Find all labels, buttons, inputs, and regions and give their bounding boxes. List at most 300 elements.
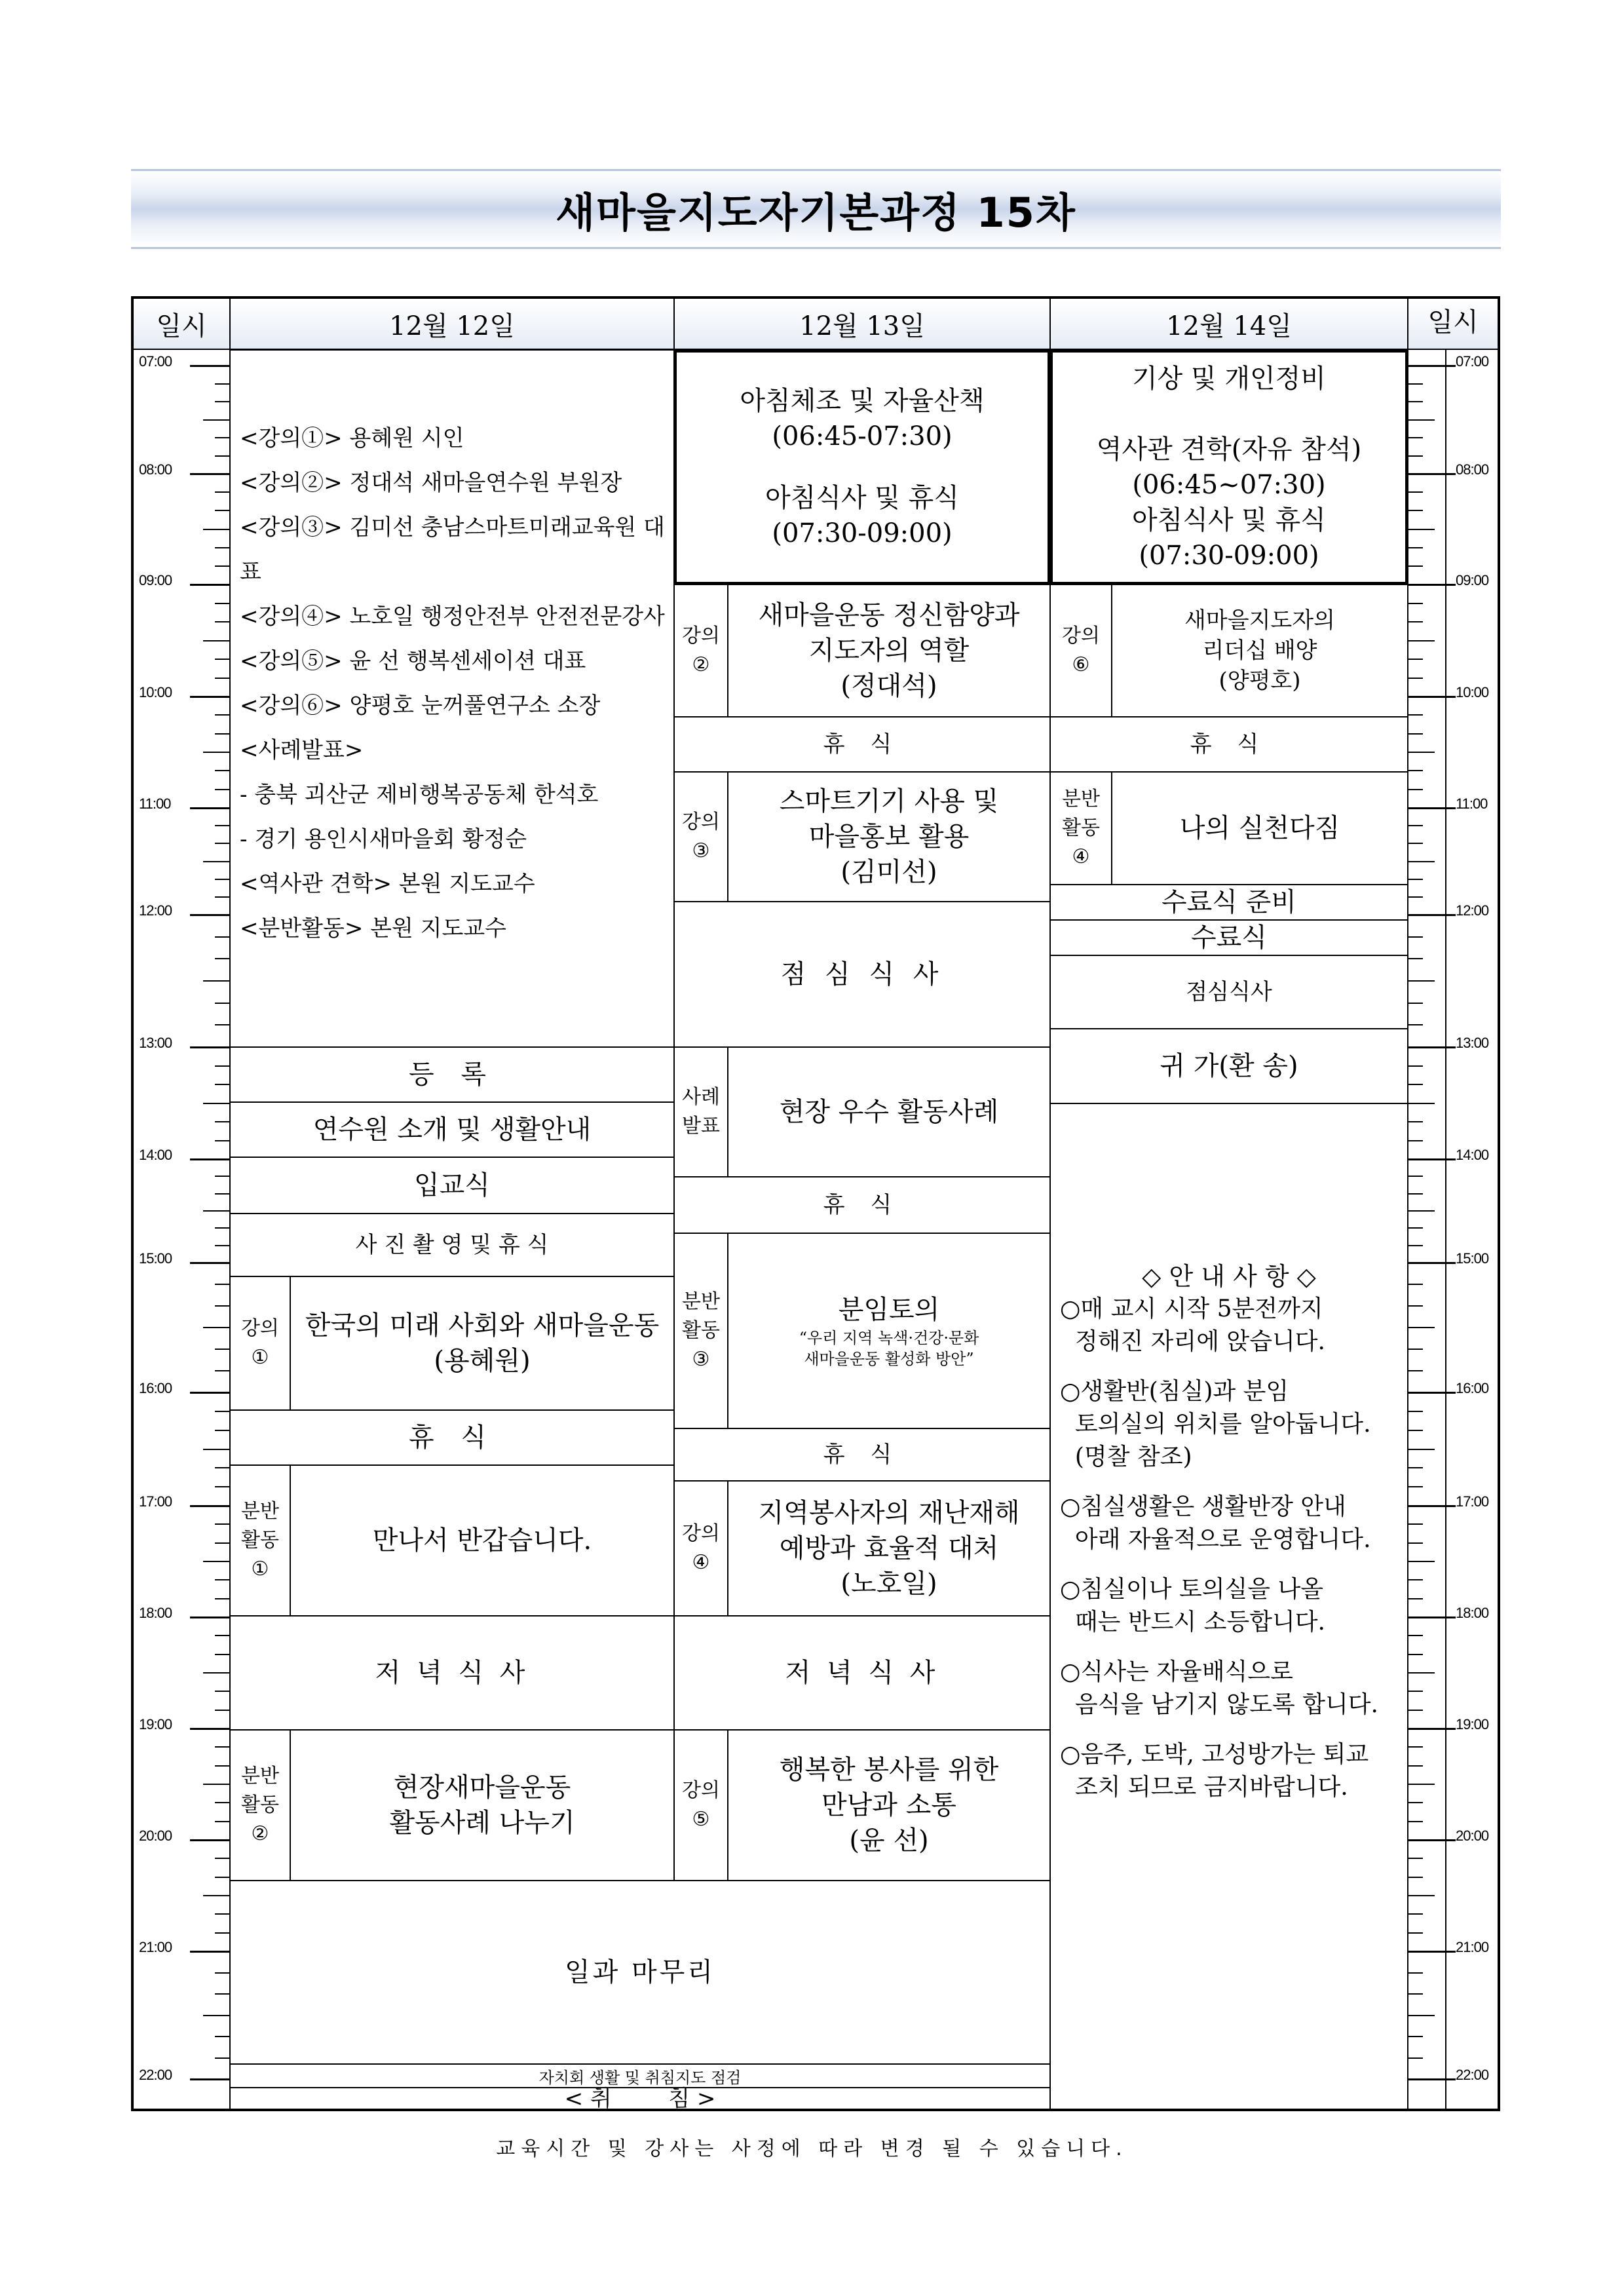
minor-tick (215, 455, 229, 457)
tag-text: 강의 (682, 1522, 720, 1545)
minor-tick (1408, 678, 1423, 679)
minor-tick (215, 1993, 229, 1995)
hour-tick (190, 1158, 229, 1160)
header-day2: 12월 13일 (673, 297, 1051, 350)
minor-tick (203, 1449, 229, 1450)
header-day3: 12월 14일 (1049, 297, 1408, 350)
notice-item (1060, 1656, 1407, 1721)
minor-tick (1408, 437, 1423, 438)
hour-tick (190, 1951, 229, 1953)
notice-item (1060, 1375, 1407, 1474)
time-label: 21:00 (139, 1939, 172, 1955)
session-title: 아침식사 및 휴식 (1132, 505, 1326, 535)
tag-number: ① (251, 1558, 269, 1580)
time-label: 18:00 (139, 1605, 172, 1621)
minor-tick (1408, 510, 1423, 511)
tag-text: 강의 (241, 1317, 279, 1340)
day1-photo: 사 진 촬 영 및 휴 식 (229, 1213, 675, 1277)
tag-number: ③ (692, 1348, 710, 1371)
time-label: 08:00 (1456, 461, 1489, 478)
session-time: (06:45-07:30) (772, 421, 953, 451)
session-title: 지도자의 역할 (808, 636, 970, 666)
session-title: 아침식사 및 휴식 (765, 483, 959, 513)
minor-tick (1408, 896, 1423, 898)
minor-tick (215, 1598, 229, 1599)
tag-number: ③ (692, 839, 710, 862)
minor-tick (1408, 2036, 1423, 2037)
lecturer-item: <강의②> 정대석 새마을연수원 부원장 (240, 470, 622, 496)
day1-lec1 (290, 1276, 675, 1411)
minor-tick (203, 1561, 229, 1562)
minor-tick (215, 1430, 229, 1431)
day1-dinner: 저 녁 식 사 (229, 1615, 675, 1731)
session-speaker: (용혜원) (434, 1346, 531, 1376)
minor-tick (203, 980, 229, 982)
minor-tick (215, 936, 229, 938)
time-label: 19:00 (139, 1716, 172, 1732)
day1-break: 휴 식 (229, 1409, 675, 1466)
session-title: 예방과 효율적 대처 (779, 1533, 999, 1563)
day3-group4-tag (1049, 771, 1112, 885)
time-label: 13:00 (1456, 1035, 1489, 1051)
minor-tick (203, 1210, 229, 1212)
minor-tick (215, 1858, 229, 1859)
minor-tick (1408, 958, 1423, 959)
minor-tick (1408, 1486, 1423, 1487)
tag-number: ④ (1072, 845, 1090, 868)
day1-lec1-tag (229, 1276, 291, 1411)
minor-tick (215, 437, 229, 438)
minor-tick (215, 1877, 229, 1878)
day2-lec5-tag (673, 1729, 728, 1881)
tag-text: 분반 (241, 1500, 279, 1523)
minor-tick (1408, 1913, 1423, 1915)
lecturer-item: - 경기 용인시새마을회 황정순 (240, 826, 527, 852)
time-label: 17:00 (1456, 1493, 1489, 1510)
lecturer-item: <강의④> 노호일 행정안전부 안전전문강사 (240, 603, 665, 630)
time-label: 09:00 (1456, 572, 1489, 588)
minor-tick (1408, 1193, 1423, 1195)
notice-line: ○매 교시 시작 5분전까지 (1060, 1295, 1323, 1322)
minor-tick (215, 1691, 229, 1692)
tag-text: 활동 (682, 1319, 720, 1342)
minor-tick (203, 1327, 229, 1328)
hour-tick (1408, 696, 1456, 698)
tag-number: ⑤ (692, 1808, 710, 1831)
minor-tick (1408, 1284, 1423, 1285)
tag-number: ① (251, 1346, 269, 1369)
day2-break3: 휴 식 (673, 1428, 1051, 1482)
minor-tick (1408, 1635, 1423, 1636)
time-label: 07:00 (139, 353, 172, 370)
minor-tick (215, 1140, 229, 1141)
minor-tick (1408, 1327, 1435, 1328)
hour-tick (190, 1046, 229, 1048)
notice-line: ○음주, 도박, 고성방가는 퇴교 (1060, 1741, 1369, 1768)
time-label: 14:00 (1456, 1147, 1489, 1163)
page-title: 새마을지도자기본과정 15차 (131, 169, 1501, 249)
hour-tick (1408, 473, 1456, 475)
hour-tick (190, 584, 229, 586)
tag-number: ⑥ (1072, 653, 1090, 676)
tag-text: 강의 (682, 624, 720, 647)
time-label: 11:00 (1456, 795, 1488, 812)
session-title: 리더십 배양 (1202, 638, 1317, 664)
minor-tick (215, 1349, 229, 1350)
minor-tick (1408, 1765, 1423, 1767)
minor-tick (1408, 1598, 1423, 1599)
minor-tick (215, 958, 229, 959)
minor-tick (1408, 1672, 1435, 1674)
minor-tick (1408, 1746, 1423, 1748)
session-time: (07:30-09:00) (1139, 541, 1319, 571)
minor-tick (215, 714, 229, 716)
minor-tick (215, 825, 229, 826)
minor-tick (1408, 1542, 1423, 1544)
tag-number: ④ (692, 1551, 710, 1574)
minor-tick (215, 2036, 229, 2037)
minor-tick (1408, 603, 1423, 604)
day2-lunch: 점 심 식 사 (673, 901, 1051, 1048)
minor-tick (1408, 547, 1423, 548)
minor-tick (215, 789, 229, 790)
day3-return: 귀 가(환 송) (1049, 1028, 1408, 1104)
minor-tick (203, 640, 229, 641)
time-rail-left (132, 349, 231, 2109)
minor-tick (215, 1284, 229, 1285)
minor-tick (1408, 455, 1423, 457)
day3-closing-prep: 수료식 준비 (1049, 884, 1408, 921)
session-speaker: (김미선) (840, 857, 937, 887)
footer-note: 교육시간 및 강사는 사정에 따라 변경 될 수 있습니다. (496, 2137, 1128, 2160)
day2-lec3-tag (673, 771, 728, 902)
lecturer-item: <분반활동> 본원 지도교수 (240, 915, 507, 942)
day1-group1-tag (229, 1464, 291, 1617)
minor-tick (1408, 640, 1435, 641)
minor-tick (203, 752, 229, 753)
day2-dinner: 저 녁 식 사 (673, 1615, 1051, 1731)
hour-tick (1408, 1617, 1456, 1618)
session-speaker: (양평호) (1218, 668, 1301, 694)
day2-lec4 (727, 1480, 1051, 1617)
minor-tick (215, 1193, 229, 1195)
lecturer-item: <역사관 견학> 본원 지도교수 (240, 871, 535, 897)
tag-text: 사례 (682, 1086, 720, 1109)
tag-text: 강의 (682, 811, 720, 833)
hour-tick (1408, 1839, 1456, 1841)
day2-lec3 (727, 771, 1051, 902)
hour-tick (190, 1728, 229, 1730)
minor-tick (1408, 2057, 1423, 2059)
notice-item (1060, 1293, 1407, 1358)
day2-lec4-tag (673, 1480, 728, 1617)
minor-tick (215, 1370, 229, 1371)
minor-tick (1408, 1430, 1423, 1431)
minor-tick (1408, 1103, 1435, 1104)
minor-tick (215, 1802, 229, 1803)
minor-tick (1408, 1003, 1423, 1004)
minor-tick (1408, 1654, 1423, 1655)
notice-line: 때는 반드시 소등합니다. (1060, 1609, 1325, 1636)
minor-tick (215, 843, 229, 844)
minor-tick (1408, 383, 1423, 385)
hour-tick (1408, 2078, 1456, 2080)
hour-tick (190, 2078, 229, 2080)
minor-tick (215, 1579, 229, 1580)
minor-tick (1408, 1245, 1423, 1246)
minor-tick (1408, 529, 1435, 530)
notice-line: ○침실이나 토의실을 나올 (1060, 1576, 1324, 1603)
minor-tick (1408, 2015, 1435, 2016)
hour-tick (190, 473, 229, 475)
lecturer-list (229, 349, 675, 1048)
day3-closing: 수료식 (1049, 919, 1408, 956)
tag-text: 활동 (241, 1793, 279, 1816)
day1-register: 등 록 (229, 1046, 675, 1103)
minor-tick (215, 1024, 229, 1025)
notice-box (1049, 1103, 1408, 2111)
session-title: 역사관 견학(자유 참석) (1096, 434, 1362, 465)
minor-tick (1408, 659, 1423, 660)
minor-tick (1408, 714, 1423, 716)
time-label: 16:00 (1456, 1380, 1489, 1396)
notice-title: ◇ 안 내 사 항 ◇ (1142, 1262, 1316, 1291)
session-title: 지역봉사자의 재난재해 (758, 1498, 1020, 1528)
minor-tick (215, 547, 229, 548)
minor-tick (215, 1245, 229, 1246)
day2-lec2-tag (673, 584, 728, 718)
minor-tick (1408, 1370, 1423, 1371)
notice-line: ○생활반(침실)과 분임 (1060, 1378, 1289, 1405)
minor-tick (1408, 1993, 1423, 1995)
minor-tick (203, 2015, 229, 2016)
tag-text: 활동 (1062, 816, 1100, 839)
time-label: 20:00 (1456, 1827, 1489, 1844)
minor-tick (1408, 1579, 1423, 1580)
time-label: 09:00 (139, 572, 172, 588)
time-label: 12:00 (139, 902, 172, 919)
minor-tick (1408, 1691, 1423, 1692)
minor-tick (203, 1672, 229, 1674)
minor-tick (215, 603, 229, 604)
minor-tick (1408, 1523, 1423, 1525)
hour-tick (190, 1392, 229, 1394)
minor-tick (215, 659, 229, 660)
session-speaker: (정대석) (840, 671, 937, 701)
day3-lec6-tag (1049, 584, 1112, 718)
minor-tick (1408, 789, 1423, 790)
minor-tick (1408, 1802, 1423, 1803)
minor-tick (215, 1065, 229, 1067)
session-time: (06:45~07:30) (1132, 470, 1326, 500)
minor-tick (1408, 1895, 1435, 1896)
minor-tick (1408, 1932, 1423, 1934)
session-time: (07:30-09:00) (772, 518, 953, 548)
day1-opening: 입교식 (229, 1157, 675, 1214)
notice-item (1060, 1491, 1407, 1556)
hour-tick (190, 1617, 229, 1618)
session-subtitle: “우리 지역 녹색·건강·문화 (799, 1329, 979, 1347)
notice-line: 조치 되므로 금지바랍니다. (1060, 1774, 1348, 1801)
time-label: 10:00 (1456, 684, 1489, 700)
day2-lec2 (727, 584, 1051, 718)
hour-tick (190, 696, 229, 698)
header-day1: 12월 12일 (229, 297, 675, 350)
minor-tick (215, 1411, 229, 1412)
hour-tick (1408, 1046, 1456, 1048)
hour-tick (190, 914, 229, 916)
minor-tick (215, 1003, 229, 1004)
minor-tick (215, 1765, 229, 1767)
minor-tick (1408, 1784, 1435, 1785)
session-title: 마을홍보 활용 (808, 822, 970, 852)
day3-group4: 나의 실천다짐 (1111, 771, 1408, 885)
minor-tick (1408, 491, 1423, 493)
minor-tick (203, 1895, 229, 1896)
tag-text: 분반 (682, 1290, 720, 1313)
minor-tick (215, 1121, 229, 1122)
notice-line: 정해진 자리에 앉습니다. (1060, 1328, 1325, 1355)
day1-group2 (290, 1729, 675, 1881)
session-title: 한국의 미래 사회와 새마을운동 (305, 1311, 660, 1341)
minor-tick (203, 529, 229, 530)
tag-text: 발표 (682, 1115, 720, 1138)
notice-item (1060, 1738, 1407, 1804)
hour-tick (1408, 584, 1456, 586)
notice-line: 음식을 남기지 않도록 합니다. (1060, 1691, 1378, 1718)
time-label: 17:00 (139, 1493, 172, 1510)
day1-intro: 연수원 소개 및 생활안내 (229, 1101, 675, 1158)
day3-lec6 (1111, 584, 1408, 718)
hour-tick (190, 1839, 229, 1841)
day2-group3-tag (673, 1233, 728, 1429)
minor-tick (215, 678, 229, 679)
session-title: 기상 및 개인정비 (1132, 364, 1326, 394)
session-subtitle: 새마을운동 활성화 방안” (804, 1350, 974, 1368)
hour-tick (1408, 1505, 1456, 1507)
day2-case-tag (673, 1046, 728, 1177)
minor-tick (215, 1084, 229, 1085)
minor-tick (1408, 1858, 1423, 1859)
minor-tick (215, 896, 229, 898)
lecturer-item: <강의⑥> 양평호 눈꺼풀연구소 소장 (240, 693, 601, 719)
time-label: 11:00 (139, 795, 171, 812)
day1-group1: 만나서 반갑습니다. (290, 1464, 675, 1617)
minor-tick (1408, 1140, 1423, 1141)
session-title: 만남과 소통 (821, 1790, 956, 1820)
minor-tick (1408, 1877, 1423, 1878)
hour-tick (1408, 1951, 1456, 1953)
session-title: 현장새마을운동 (393, 1772, 571, 1803)
minor-tick (1408, 1972, 1423, 1974)
minor-tick (1408, 770, 1423, 771)
minor-tick (215, 1654, 229, 1655)
hour-tick (190, 1262, 229, 1264)
minor-tick (215, 1227, 229, 1229)
minor-tick (215, 1746, 229, 1748)
minor-tick (1408, 1449, 1435, 1450)
minor-tick (1408, 1227, 1423, 1229)
minor-tick (215, 383, 229, 385)
day2-group3 (727, 1233, 1051, 1429)
tag-text: 분반 (241, 1765, 279, 1788)
header-time-right: 일시 (1407, 297, 1499, 350)
day1-group2-tag (229, 1729, 291, 1881)
minor-tick (1408, 565, 1423, 567)
time-label: 08:00 (139, 461, 172, 478)
minor-tick (215, 565, 229, 567)
day2-case: 현장 우수 활동사례 (727, 1046, 1051, 1177)
hour-tick (1408, 807, 1456, 809)
notice-line: ○침실생활은 생활반장 안내 (1060, 1493, 1346, 1520)
minor-tick (215, 1305, 229, 1307)
minor-tick (215, 1710, 229, 1711)
minor-tick (1408, 1305, 1423, 1307)
session-title: 활동사례 나누기 (389, 1808, 575, 1838)
time-label: 07:00 (1456, 353, 1489, 370)
notice-line: ○식사는 자율배식으로 (1060, 1658, 1293, 1685)
notice-line: (명찰 참조) (1060, 1444, 1192, 1470)
minor-tick (1408, 733, 1423, 735)
day2-break2: 휴 식 (673, 1176, 1051, 1234)
minor-tick (215, 1523, 229, 1525)
session-speaker: (윤 선) (849, 1826, 929, 1856)
time-label: 22:00 (1456, 2067, 1489, 2083)
minor-tick (1408, 401, 1423, 402)
time-label: 15:00 (139, 1250, 172, 1267)
hour-tick (1408, 365, 1456, 367)
lecturer-item: <강의①> 용혜원 시인 (240, 425, 464, 451)
minor-tick (215, 1542, 229, 1544)
minor-tick (215, 1972, 229, 1974)
notice-item (1060, 1573, 1407, 1639)
minor-tick (215, 2057, 229, 2059)
minor-tick (1408, 843, 1423, 844)
minor-tick (203, 861, 229, 862)
minor-tick (1408, 1349, 1423, 1350)
minor-tick (1408, 879, 1423, 880)
lecturer-item: <강의⑤> 윤 선 행복센세이션 대표 (240, 648, 586, 674)
tag-text: 강의 (1062, 624, 1100, 647)
minor-tick (215, 770, 229, 771)
lecturer-item: - 충북 괴산군 제비행복공동체 한석호 (240, 782, 599, 808)
session-title: 분임토의 (838, 1295, 940, 1325)
time-label: 12:00 (1456, 902, 1489, 919)
time-label: 10:00 (139, 684, 172, 700)
session-title: 새마을운동 정신함양과 (758, 600, 1020, 630)
time-rail-right (1407, 349, 1446, 2109)
minor-tick (1408, 1467, 1423, 1468)
minor-tick (1408, 1710, 1423, 1711)
minor-tick (1408, 1084, 1423, 1085)
minor-tick (1408, 861, 1435, 862)
hour-tick (1408, 1262, 1456, 1264)
minor-tick (215, 1821, 229, 1822)
minor-tick (1408, 1821, 1423, 1822)
minor-tick (1408, 1210, 1435, 1212)
lecturer-item: <강의③> 김미선 충남스마트미래교육원 대표 (240, 514, 665, 585)
session-speaker: (노호일) (840, 1569, 937, 1599)
hour-tick (190, 807, 229, 809)
time-label: 19:00 (1456, 1716, 1489, 1732)
time-label: 15:00 (1456, 1250, 1489, 1267)
minor-tick (1408, 752, 1435, 753)
minor-tick (1408, 980, 1435, 982)
session-title: 아침체조 및 자율산책 (740, 386, 985, 416)
sleep: < 취 침 > (229, 2087, 1051, 2111)
time-label: 13:00 (139, 1035, 172, 1051)
tag-number: ② (692, 653, 710, 676)
